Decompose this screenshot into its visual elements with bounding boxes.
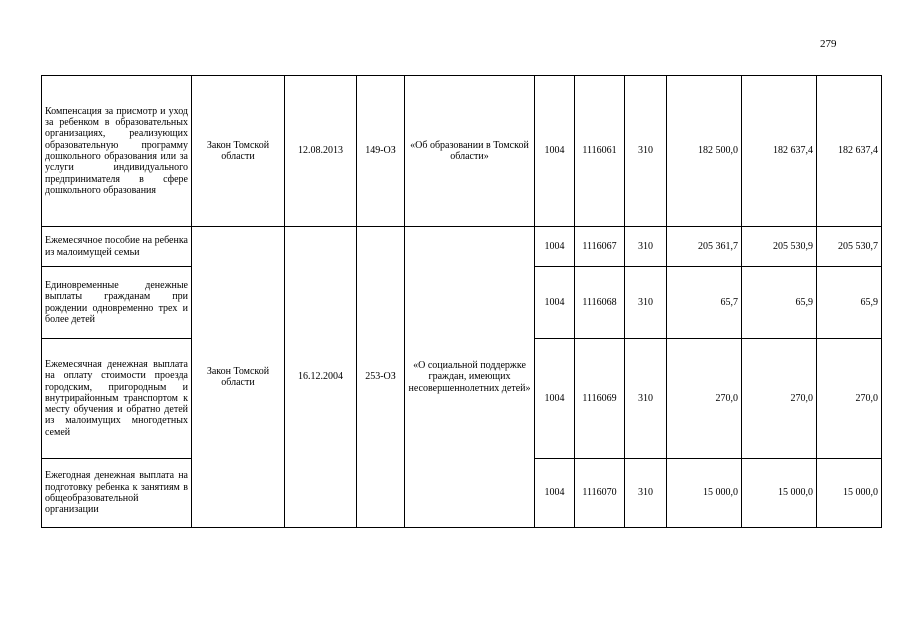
- row-description: Единовременные денежные выплаты гражданам при рождении одновременно трех и более детей: [42, 267, 192, 339]
- amount-year3-cell: 205 530,7: [817, 227, 882, 267]
- law-title-cell: «Об образовании в Томской области»: [405, 76, 535, 227]
- law-date-cell: 12.08.2013: [285, 76, 357, 227]
- amount-year1-cell: 270,0: [667, 339, 742, 459]
- expense-type-cell: 310: [625, 339, 667, 459]
- row-description: Ежемесячное пособие на ребенка из малоимущей семьи: [42, 227, 192, 267]
- amount-year3-cell: 182 637,4: [817, 76, 882, 227]
- amount-year1-cell: 65,7: [667, 267, 742, 339]
- amount-year2-cell: 182 637,4: [742, 76, 817, 227]
- law-title-cell: «О социальной поддержке граждан, имеющих несовершеннолетних детей»: [405, 227, 535, 528]
- amount-year2-cell: 205 530,9: [742, 227, 817, 267]
- target-code-cell: 1116068: [575, 267, 625, 339]
- table-row: [42, 227, 882, 267]
- law-type-cell: Закон Томской области: [192, 227, 285, 528]
- law-number-cell: 149-ОЗ: [357, 76, 405, 227]
- table-row: [42, 76, 882, 227]
- row-description: Компенсация за присмотр и уход за ребенком в образовательных организациях, реализующих образовательную программу дошкольного образования или за услуги индивидуального предпринимателя в сфере дошкольного образования: [42, 76, 192, 227]
- section-code-cell: 1004: [535, 339, 575, 459]
- amount-year2-cell: 65,9: [742, 267, 817, 339]
- target-code-cell: 1116070: [575, 459, 625, 528]
- target-code-cell: 1116067: [575, 227, 625, 267]
- law-number-cell: 253-ОЗ: [357, 227, 405, 528]
- amount-year1-cell: 182 500,0: [667, 76, 742, 227]
- law-type-cell: Закон Томской области: [192, 76, 285, 227]
- target-code-cell: 1116061: [575, 76, 625, 227]
- expense-type-cell: 310: [625, 227, 667, 267]
- law-date-cell: 16.12.2004: [285, 227, 357, 528]
- amount-year1-cell: 205 361,7: [667, 227, 742, 267]
- section-code-cell: 1004: [535, 459, 575, 528]
- row-description: Ежемесячная денежная выплата на оплату стоимости проезда городским, пригородным и внутрирайонным транспортом к месту обучения и обратно детей из малоимущих многодетных семей: [42, 339, 192, 459]
- amount-year3-cell: 15 000,0: [817, 459, 882, 528]
- section-code-cell: 1004: [535, 227, 575, 267]
- expense-type-cell: 310: [625, 267, 667, 339]
- target-code-cell: 1116069: [575, 339, 625, 459]
- amount-year3-cell: 65,9: [817, 267, 882, 339]
- amount-year3-cell: 270,0: [817, 339, 882, 459]
- amount-year2-cell: 270,0: [742, 339, 817, 459]
- section-code-cell: 1004: [535, 76, 575, 227]
- budget-table: [41, 75, 882, 528]
- amount-year1-cell: 15 000,0: [667, 459, 742, 528]
- page-number: 279: [820, 38, 837, 50]
- row-description: Ежегодная денежная выплата на подготовку ребенка к занятиям в общеобразовательной организации: [42, 459, 192, 528]
- expense-type-cell: 310: [625, 76, 667, 227]
- expense-type-cell: 310: [625, 459, 667, 528]
- amount-year2-cell: 15 000,0: [742, 459, 817, 528]
- section-code-cell: 1004: [535, 267, 575, 339]
